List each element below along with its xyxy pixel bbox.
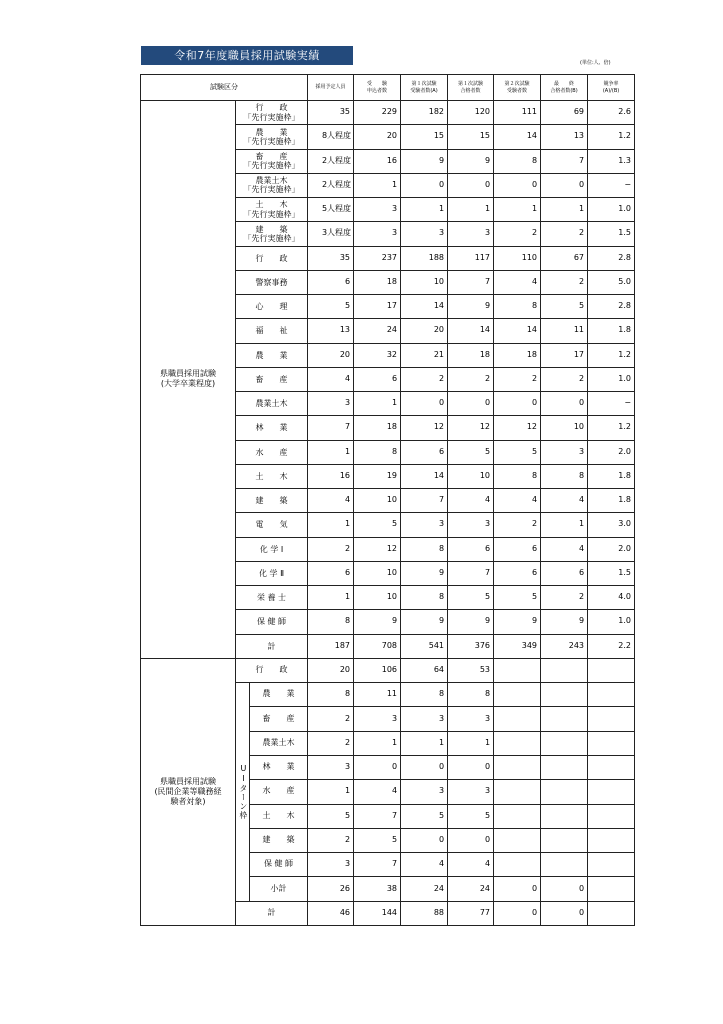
applicants-count: 0 [354, 755, 401, 779]
competition-ratio: 2.0 [588, 440, 635, 464]
first-exam-count: 3 [401, 707, 448, 731]
second-exam-count: 18 [494, 343, 541, 367]
exam-category-name: 畜 産 [236, 367, 308, 391]
first-pass-count: 7 [448, 561, 494, 585]
competition-ratio: 1.8 [588, 464, 635, 488]
planned-count: 187 [308, 634, 354, 658]
applicants-count: 9 [354, 610, 401, 634]
table-row [141, 658, 635, 682]
final-pass-count: 2 [541, 270, 588, 294]
table-row [141, 101, 635, 125]
planned-count: 13 [308, 319, 354, 343]
second-exam-count: 2 [494, 367, 541, 391]
applicants-count: 18 [354, 270, 401, 294]
exam-category-name: 保 健 師 [250, 853, 308, 877]
final-pass-count: 2 [541, 367, 588, 391]
first-exam-count: 10 [401, 270, 448, 294]
first-exam-count: 20 [401, 319, 448, 343]
first-exam-count: 8 [401, 537, 448, 561]
competition-ratio: 1.5 [588, 561, 635, 585]
first-exam-count: 6 [401, 440, 448, 464]
second-exam-count: 6 [494, 537, 541, 561]
planned-count: 3人程度 [308, 222, 354, 246]
first-exam-count: 1 [401, 198, 448, 222]
first-exam-count: 14 [401, 464, 448, 488]
planned-count: 3 [308, 853, 354, 877]
empty-cell [588, 683, 635, 707]
second-exam-count: 2 [494, 513, 541, 537]
competition-ratio: 1.2 [588, 416, 635, 440]
final-pass-count: 5 [541, 295, 588, 319]
exam-category-name: 土 木 [236, 464, 308, 488]
header-second-exam: 第２次試験 受験者数 [494, 75, 541, 101]
final-pass-count: 243 [541, 634, 588, 658]
empty-cell [494, 755, 541, 779]
first-pass-count: 0 [448, 173, 494, 197]
first-exam-count: 3 [401, 222, 448, 246]
header-ratio: 競争率 (A)/(B) [588, 75, 635, 101]
empty-cell [588, 658, 635, 682]
planned-count: 2 [308, 731, 354, 755]
exam-category-name: 栄 養 士 [236, 586, 308, 610]
planned-count: 6 [308, 270, 354, 294]
competition-ratio: 1.0 [588, 367, 635, 391]
competition-ratio: 2.0 [588, 537, 635, 561]
first-exam-count: 8 [401, 586, 448, 610]
first-pass-count: 9 [448, 149, 494, 173]
first-exam-count: 1 [401, 731, 448, 755]
applicants-count: 708 [354, 634, 401, 658]
final-pass-count: 67 [541, 246, 588, 270]
applicants-count: 18 [354, 416, 401, 440]
second-exam-count: 1 [494, 198, 541, 222]
empty-cell [588, 901, 635, 925]
competition-ratio: 3.0 [588, 513, 635, 537]
first-pass-count: 4 [448, 853, 494, 877]
applicants-count: 24 [354, 319, 401, 343]
first-exam-count: 15 [401, 125, 448, 149]
first-exam-count: 9 [401, 149, 448, 173]
first-exam-count: 3 [401, 780, 448, 804]
first-pass-count: 4 [448, 489, 494, 513]
final-pass-count: 2 [541, 222, 588, 246]
planned-count: 5 [308, 804, 354, 828]
header-category: 試験区分 [141, 75, 308, 101]
first-pass-count: 120 [448, 101, 494, 125]
exam-category-name: 計 [236, 634, 308, 658]
competition-ratio: 5.0 [588, 270, 635, 294]
final-pass-count: 6 [541, 561, 588, 585]
second-exam-count: 0 [494, 392, 541, 416]
competition-ratio: 1.2 [588, 343, 635, 367]
planned-count: 3 [308, 755, 354, 779]
applicants-count: 5 [354, 513, 401, 537]
final-pass-count: 3 [541, 440, 588, 464]
second-exam-count: 9 [494, 610, 541, 634]
second-exam-count: 14 [494, 125, 541, 149]
second-exam-count: 111 [494, 101, 541, 125]
applicants-count: 1 [354, 731, 401, 755]
applicants-count: 7 [354, 804, 401, 828]
competition-ratio: 1.8 [588, 319, 635, 343]
second-exam-count: 8 [494, 464, 541, 488]
second-exam-count: 0 [494, 877, 541, 901]
exam-category-name: 行 政 [236, 658, 308, 682]
final-pass-count: 10 [541, 416, 588, 440]
empty-cell [541, 804, 588, 828]
first-pass-count: 15 [448, 125, 494, 149]
planned-count: 4 [308, 489, 354, 513]
exam-category-name: 林 業 [236, 416, 308, 440]
first-exam-count: 9 [401, 610, 448, 634]
exam-category-name: 警察事務 [236, 270, 308, 294]
competition-ratio: − [588, 173, 635, 197]
first-exam-count: 12 [401, 416, 448, 440]
first-pass-count: 18 [448, 343, 494, 367]
first-pass-count: 8 [448, 683, 494, 707]
first-pass-count: 7 [448, 270, 494, 294]
first-pass-count: 5 [448, 804, 494, 828]
uturn-label: UIターン枠 [236, 683, 250, 902]
planned-count: 8 [308, 683, 354, 707]
first-pass-count: 376 [448, 634, 494, 658]
competition-ratio: 1.5 [588, 222, 635, 246]
competition-ratio: 1.0 [588, 198, 635, 222]
applicants-count: 11 [354, 683, 401, 707]
first-exam-count: 182 [401, 101, 448, 125]
header-planned: 採用予定人員 [308, 75, 354, 101]
second-exam-count: 5 [494, 586, 541, 610]
applicants-count: 229 [354, 101, 401, 125]
applicants-count: 19 [354, 464, 401, 488]
final-pass-count: 8 [541, 464, 588, 488]
first-exam-count: 5 [401, 804, 448, 828]
empty-cell [588, 755, 635, 779]
first-exam-count: 21 [401, 343, 448, 367]
planned-count: 16 [308, 464, 354, 488]
planned-count: 8 [308, 610, 354, 634]
empty-cell [588, 877, 635, 901]
first-pass-count: 9 [448, 610, 494, 634]
empty-cell [588, 828, 635, 852]
planned-count: 2 [308, 828, 354, 852]
second-exam-count: 4 [494, 489, 541, 513]
applicants-count: 20 [354, 125, 401, 149]
second-exam-count: 4 [494, 270, 541, 294]
competition-ratio: 1.8 [588, 489, 635, 513]
second-exam-count: 0 [494, 173, 541, 197]
subtotal-label: 小計 [250, 877, 308, 901]
competition-ratio: 4.0 [588, 586, 635, 610]
second-exam-count: 12 [494, 416, 541, 440]
exam-category-name: 建 築 [236, 489, 308, 513]
empty-cell [494, 683, 541, 707]
competition-ratio: 2.6 [588, 101, 635, 125]
applicants-count: 6 [354, 367, 401, 391]
first-pass-count: 0 [448, 828, 494, 852]
exam-category-name: 農 業 [236, 343, 308, 367]
first-pass-count: 14 [448, 319, 494, 343]
applicants-count: 10 [354, 561, 401, 585]
competition-ratio: 1.0 [588, 610, 635, 634]
final-pass-count: 1 [541, 198, 588, 222]
applicants-count: 10 [354, 489, 401, 513]
final-pass-count: 0 [541, 877, 588, 901]
competition-ratio: 2.8 [588, 246, 635, 270]
first-exam-count: 64 [401, 658, 448, 682]
empty-cell [588, 853, 635, 877]
exam-category-name: 水 産 [236, 440, 308, 464]
exam-category-name: 土 木 「先行実施枠」 [236, 198, 308, 222]
planned-count: 26 [308, 877, 354, 901]
applicants-count: 3 [354, 707, 401, 731]
first-exam-count: 0 [401, 173, 448, 197]
second-exam-count: 0 [494, 901, 541, 925]
final-pass-count: 7 [541, 149, 588, 173]
final-pass-count: 2 [541, 586, 588, 610]
planned-count: 5 [308, 295, 354, 319]
exam-category-name: 行 政 「先行実施枠」 [236, 101, 308, 125]
header-row [141, 75, 635, 101]
first-exam-count: 3 [401, 513, 448, 537]
second-exam-count: 2 [494, 222, 541, 246]
page-title: 令和7年度職員採用試験実績 [141, 46, 353, 65]
planned-count: 1 [308, 586, 354, 610]
planned-count: 1 [308, 440, 354, 464]
exam-category-name: 保 健 師 [236, 610, 308, 634]
exam-category-name: 心 理 [236, 295, 308, 319]
first-exam-count: 7 [401, 489, 448, 513]
first-pass-count: 3 [448, 222, 494, 246]
planned-count: 35 [308, 246, 354, 270]
applicants-count: 7 [354, 853, 401, 877]
applicants-count: 144 [354, 901, 401, 925]
first-pass-count: 9 [448, 295, 494, 319]
empty-cell [588, 731, 635, 755]
planned-count: 8人程度 [308, 125, 354, 149]
empty-cell [494, 707, 541, 731]
final-pass-count: 0 [541, 173, 588, 197]
empty-cell [541, 755, 588, 779]
competition-ratio: 1.3 [588, 149, 635, 173]
exam-category-name: 土 木 [250, 804, 308, 828]
empty-cell [588, 804, 635, 828]
exam-category-name: 化 学 Ⅰ [236, 537, 308, 561]
applicants-count: 3 [354, 222, 401, 246]
exam-category-name: 行 政 [236, 246, 308, 270]
planned-count: 7 [308, 416, 354, 440]
empty-cell [494, 780, 541, 804]
planned-count: 3 [308, 392, 354, 416]
applicants-count: 38 [354, 877, 401, 901]
first-pass-count: 10 [448, 464, 494, 488]
applicants-count: 5 [354, 828, 401, 852]
empty-cell [588, 707, 635, 731]
second-exam-count: 6 [494, 561, 541, 585]
first-exam-count: 24 [401, 877, 448, 901]
first-pass-count: 117 [448, 246, 494, 270]
applicants-count: 237 [354, 246, 401, 270]
first-exam-count: 9 [401, 561, 448, 585]
first-exam-count: 14 [401, 295, 448, 319]
first-exam-count: 0 [401, 755, 448, 779]
planned-count: 2 [308, 537, 354, 561]
first-pass-count: 1 [448, 731, 494, 755]
empty-cell [541, 707, 588, 731]
empty-cell [541, 828, 588, 852]
final-pass-count: 69 [541, 101, 588, 125]
unit-note: (単位:人、倍) [580, 60, 611, 66]
applicants-count: 10 [354, 586, 401, 610]
first-pass-count: 53 [448, 658, 494, 682]
header-final-pass: 最 終 合格者数(B) [541, 75, 588, 101]
exam-category-name: 農業土木 [236, 392, 308, 416]
empty-cell [541, 658, 588, 682]
exam-category-name: 建 築 [250, 828, 308, 852]
group1-label: 県職員採用試験 (大学卒業程度) [141, 101, 236, 659]
exam-category-name: 畜 産 「先行実施枠」 [236, 149, 308, 173]
planned-count: 5人程度 [308, 198, 354, 222]
exam-category-name: 水 産 [250, 780, 308, 804]
second-exam-count: 8 [494, 295, 541, 319]
final-pass-count: 11 [541, 319, 588, 343]
exam-category-name: 農 業 [250, 683, 308, 707]
applicants-count: 4 [354, 780, 401, 804]
exam-category-name: 電 気 [236, 513, 308, 537]
applicants-count: 8 [354, 440, 401, 464]
first-pass-count: 0 [448, 755, 494, 779]
first-exam-count: 541 [401, 634, 448, 658]
final-pass-count: 9 [541, 610, 588, 634]
planned-count: 35 [308, 101, 354, 125]
first-pass-count: 2 [448, 367, 494, 391]
competition-ratio: − [588, 392, 635, 416]
planned-count: 2 [308, 707, 354, 731]
empty-cell [588, 780, 635, 804]
header-first-pass: 第１次試験 合格者数 [448, 75, 494, 101]
applicants-count: 1 [354, 173, 401, 197]
applicants-count: 12 [354, 537, 401, 561]
planned-count: 46 [308, 901, 354, 925]
group2-label: 県職員採用試験 (民間企業等職務経 験者対象) [141, 658, 236, 925]
applicants-count: 17 [354, 295, 401, 319]
first-pass-count: 3 [448, 513, 494, 537]
planned-count: 2人程度 [308, 173, 354, 197]
total-label: 計 [236, 901, 308, 925]
planned-count: 20 [308, 658, 354, 682]
first-pass-count: 77 [448, 901, 494, 925]
empty-cell [541, 683, 588, 707]
exam-category-name: 農 業 「先行実施枠」 [236, 125, 308, 149]
first-exam-count: 188 [401, 246, 448, 270]
first-pass-count: 24 [448, 877, 494, 901]
applicants-count: 16 [354, 149, 401, 173]
competition-ratio: 1.2 [588, 125, 635, 149]
first-pass-count: 5 [448, 586, 494, 610]
first-exam-count: 2 [401, 367, 448, 391]
empty-cell [494, 828, 541, 852]
final-pass-count: 4 [541, 537, 588, 561]
first-pass-count: 6 [448, 537, 494, 561]
competition-ratio: 2.8 [588, 295, 635, 319]
first-exam-count: 0 [401, 392, 448, 416]
planned-count: 1 [308, 513, 354, 537]
competition-ratio: 2.2 [588, 634, 635, 658]
second-exam-count: 5 [494, 440, 541, 464]
second-exam-count: 349 [494, 634, 541, 658]
second-exam-count: 110 [494, 246, 541, 270]
first-pass-count: 0 [448, 392, 494, 416]
exam-category-name: 建 築 「先行実施枠」 [236, 222, 308, 246]
first-exam-count: 0 [401, 828, 448, 852]
second-exam-count: 14 [494, 319, 541, 343]
first-pass-count: 5 [448, 440, 494, 464]
final-pass-count: 13 [541, 125, 588, 149]
second-exam-count: 8 [494, 149, 541, 173]
planned-count: 2人程度 [308, 149, 354, 173]
exam-category-name: 農業土木 [250, 731, 308, 755]
exam-category-name: 林 業 [250, 755, 308, 779]
first-pass-count: 1 [448, 198, 494, 222]
empty-cell [541, 853, 588, 877]
results-table [140, 74, 635, 926]
empty-cell [494, 853, 541, 877]
applicants-count: 3 [354, 198, 401, 222]
first-pass-count: 3 [448, 707, 494, 731]
first-exam-count: 88 [401, 901, 448, 925]
first-exam-count: 4 [401, 853, 448, 877]
applicants-count: 32 [354, 343, 401, 367]
applicants-count: 106 [354, 658, 401, 682]
final-pass-count: 0 [541, 392, 588, 416]
first-pass-count: 12 [448, 416, 494, 440]
header-first-exam: 第１次試験 受験者数(A) [401, 75, 448, 101]
exam-category-name: 畜 産 [250, 707, 308, 731]
final-pass-count: 17 [541, 343, 588, 367]
planned-count: 4 [308, 367, 354, 391]
final-pass-count: 1 [541, 513, 588, 537]
empty-cell [494, 731, 541, 755]
final-pass-count: 4 [541, 489, 588, 513]
empty-cell [541, 731, 588, 755]
final-pass-count: 0 [541, 901, 588, 925]
empty-cell [494, 658, 541, 682]
header-applicants: 受 験 申込者数 [354, 75, 401, 101]
planned-count: 6 [308, 561, 354, 585]
exam-category-name: 福 祉 [236, 319, 308, 343]
empty-cell [494, 804, 541, 828]
planned-count: 1 [308, 780, 354, 804]
empty-cell [541, 780, 588, 804]
exam-category-name: 農業土木 「先行実施枠」 [236, 173, 308, 197]
planned-count: 20 [308, 343, 354, 367]
applicants-count: 1 [354, 392, 401, 416]
exam-category-name: 化 学 Ⅱ [236, 561, 308, 585]
first-exam-count: 8 [401, 683, 448, 707]
first-pass-count: 3 [448, 780, 494, 804]
